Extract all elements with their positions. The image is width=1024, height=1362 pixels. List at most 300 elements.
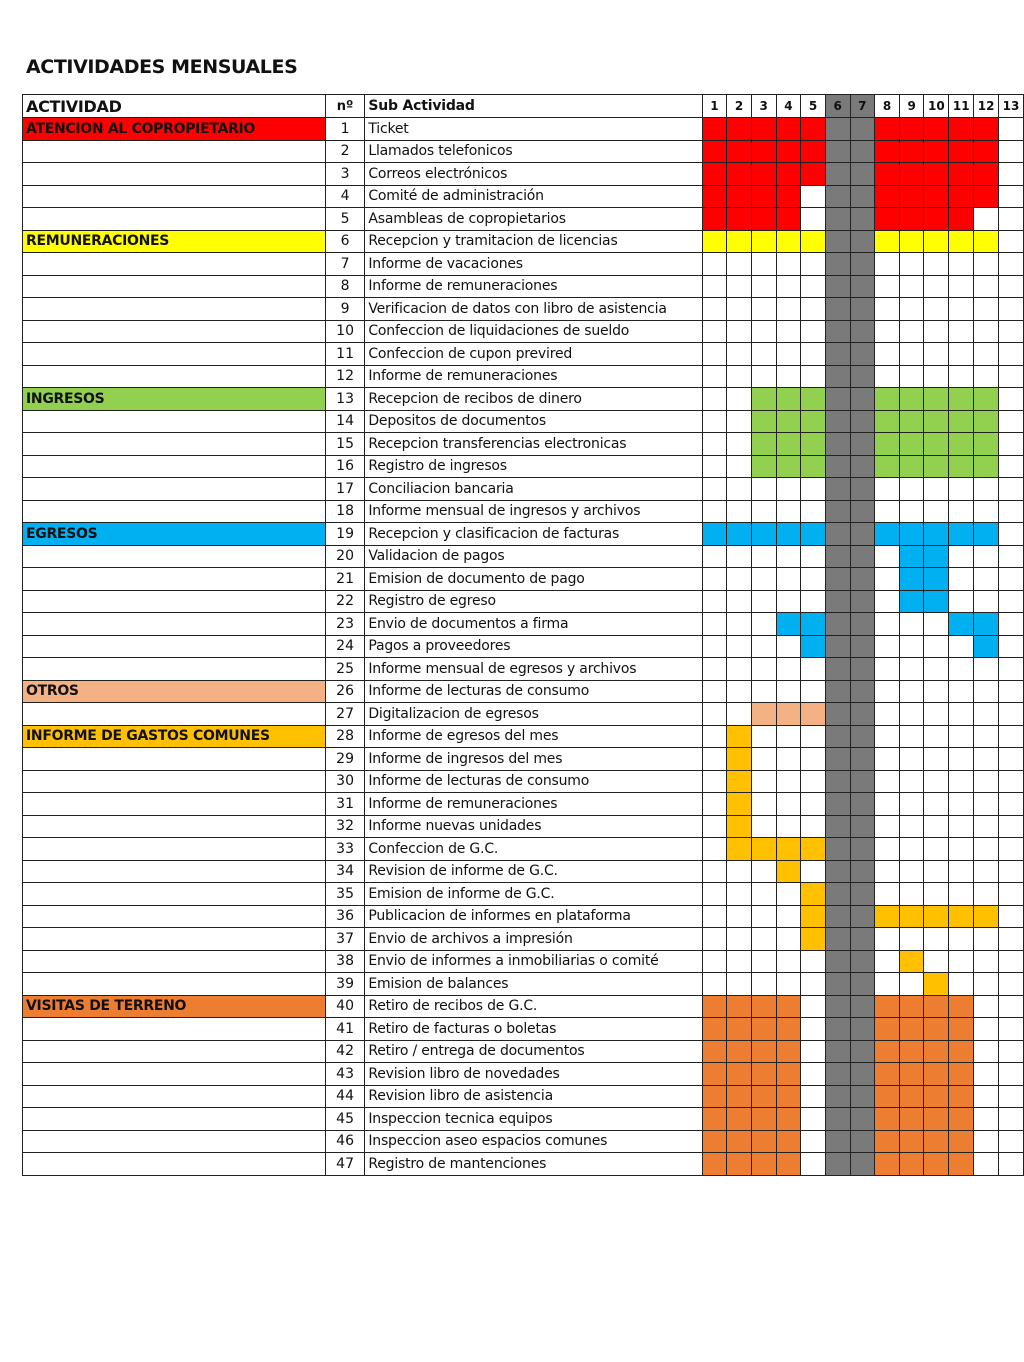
weekend-cell [850, 298, 875, 321]
empty-cell [999, 613, 1024, 636]
empty-cell [974, 1108, 999, 1131]
scheduled-cell [776, 1085, 801, 1108]
empty-cell [899, 748, 924, 771]
sub-activity-label: Emision de balances [365, 973, 702, 996]
scheduled-cell [727, 1108, 752, 1131]
empty-cell [776, 343, 801, 366]
scheduled-cell [924, 208, 949, 231]
empty-cell [999, 365, 1024, 388]
group-cell-empty [23, 500, 326, 523]
group-cell-empty [23, 253, 326, 276]
empty-cell [875, 365, 900, 388]
scheduled-cell [751, 838, 776, 861]
weekend-cell [850, 1018, 875, 1041]
empty-cell [751, 860, 776, 883]
scheduled-cell [751, 163, 776, 186]
empty-cell [702, 635, 727, 658]
scheduled-cell [875, 523, 900, 546]
weekend-cell [825, 905, 850, 928]
empty-cell [999, 838, 1024, 861]
table-row [23, 253, 1024, 276]
weekend-cell [850, 1130, 875, 1153]
empty-cell [974, 1018, 999, 1041]
scheduled-cell [899, 1040, 924, 1063]
empty-cell [751, 770, 776, 793]
scheduled-cell [776, 118, 801, 141]
empty-cell [949, 883, 974, 906]
empty-cell [999, 1018, 1024, 1041]
sub-activity-label: Informe de lecturas de consumo [365, 680, 702, 703]
header-day-7: 7 [850, 95, 875, 118]
sub-activity-label: Pagos a proveedores [365, 635, 702, 658]
sub-activity-label: Confeccion de G.C. [365, 838, 702, 861]
empty-cell [875, 320, 900, 343]
scheduled-cell [751, 703, 776, 726]
scheduled-cell [727, 1153, 752, 1176]
empty-cell [875, 725, 900, 748]
scheduled-cell [875, 388, 900, 411]
empty-cell [899, 973, 924, 996]
empty-cell [776, 973, 801, 996]
empty-cell [999, 1085, 1024, 1108]
empty-cell [801, 950, 826, 973]
scheduled-cell [751, 1130, 776, 1153]
empty-cell [751, 905, 776, 928]
empty-cell [702, 815, 727, 838]
empty-cell [801, 500, 826, 523]
scheduled-cell [924, 905, 949, 928]
scheduled-cell [949, 1063, 974, 1086]
empty-cell [875, 838, 900, 861]
group-cell-empty [23, 838, 326, 861]
row-number: 9 [325, 298, 365, 321]
row-number: 43 [325, 1063, 365, 1086]
weekend-cell [825, 1085, 850, 1108]
scheduled-cell [727, 725, 752, 748]
empty-cell [875, 748, 900, 771]
scheduled-cell [702, 208, 727, 231]
weekend-cell [825, 568, 850, 591]
empty-cell [702, 478, 727, 501]
row-number: 28 [325, 725, 365, 748]
scheduled-cell [801, 613, 826, 636]
empty-cell [875, 815, 900, 838]
empty-cell [899, 500, 924, 523]
scheduled-cell [801, 928, 826, 951]
weekend-cell [850, 523, 875, 546]
scheduled-cell [974, 185, 999, 208]
empty-cell [949, 590, 974, 613]
table-row [23, 770, 1024, 793]
empty-cell [974, 703, 999, 726]
scheduled-cell [727, 1018, 752, 1041]
empty-cell [999, 568, 1024, 591]
group-cell-empty [23, 793, 326, 816]
weekend-cell [825, 185, 850, 208]
empty-cell [999, 298, 1024, 321]
empty-cell [751, 568, 776, 591]
scheduled-cell [702, 230, 727, 253]
group-cell-empty [23, 635, 326, 658]
empty-cell [801, 1085, 826, 1108]
row-number: 18 [325, 500, 365, 523]
empty-cell [801, 320, 826, 343]
empty-cell [801, 185, 826, 208]
weekend-cell [850, 388, 875, 411]
group-cell-empty [23, 1153, 326, 1176]
scheduled-cell [924, 1108, 949, 1131]
empty-cell [999, 320, 1024, 343]
scheduled-cell [727, 140, 752, 163]
empty-cell [899, 928, 924, 951]
empty-cell [776, 770, 801, 793]
group-cell-empty [23, 1063, 326, 1086]
empty-cell [801, 815, 826, 838]
weekend-cell [850, 590, 875, 613]
row-number: 5 [325, 208, 365, 231]
scheduled-cell [875, 1018, 900, 1041]
scheduled-cell [924, 410, 949, 433]
scheduled-cell [949, 1040, 974, 1063]
empty-cell [801, 1063, 826, 1086]
group-label: VISITAS DE TERRENO [23, 995, 326, 1018]
empty-cell [776, 365, 801, 388]
sub-activity-label: Informe de ingresos del mes [365, 748, 702, 771]
scheduled-cell [727, 185, 752, 208]
table-row [23, 748, 1024, 771]
empty-cell [751, 253, 776, 276]
scheduled-cell [899, 1108, 924, 1131]
empty-cell [974, 568, 999, 591]
weekend-cell [825, 928, 850, 951]
scheduled-cell [899, 995, 924, 1018]
empty-cell [999, 928, 1024, 951]
weekend-cell [825, 1153, 850, 1176]
group-cell-empty [23, 365, 326, 388]
empty-cell [727, 703, 752, 726]
group-label: INFORME DE GASTOS COMUNES [23, 725, 326, 748]
table-row [23, 1130, 1024, 1153]
empty-cell [776, 590, 801, 613]
empty-cell [702, 658, 727, 681]
empty-cell [727, 433, 752, 456]
scheduled-cell [924, 1063, 949, 1086]
empty-cell [974, 838, 999, 861]
row-number: 11 [325, 343, 365, 366]
empty-cell [875, 658, 900, 681]
header-sub-actividad: Sub Actividad [365, 95, 702, 118]
empty-cell [702, 748, 727, 771]
scheduled-cell [949, 230, 974, 253]
empty-cell [875, 275, 900, 298]
empty-cell [702, 905, 727, 928]
scheduled-cell [974, 410, 999, 433]
empty-cell [949, 973, 974, 996]
empty-cell [751, 973, 776, 996]
scheduled-cell [924, 973, 949, 996]
empty-cell [999, 793, 1024, 816]
scheduled-cell [899, 388, 924, 411]
empty-cell [702, 253, 727, 276]
empty-cell [801, 253, 826, 276]
scheduled-cell [875, 230, 900, 253]
scheduled-cell [751, 1063, 776, 1086]
empty-cell [899, 613, 924, 636]
weekend-cell [850, 433, 875, 456]
weekend-cell [850, 365, 875, 388]
scheduled-cell [924, 455, 949, 478]
group-cell-empty [23, 770, 326, 793]
empty-cell [949, 545, 974, 568]
empty-cell [999, 523, 1024, 546]
empty-cell [974, 253, 999, 276]
scheduled-cell [875, 410, 900, 433]
weekend-cell [850, 770, 875, 793]
scheduled-cell [949, 523, 974, 546]
empty-cell [974, 928, 999, 951]
empty-cell [875, 253, 900, 276]
empty-cell [924, 703, 949, 726]
scheduled-cell [875, 1085, 900, 1108]
row-number: 17 [325, 478, 365, 501]
weekend-cell [825, 725, 850, 748]
weekend-cell [825, 950, 850, 973]
sub-activity-label: Depositos de documentos [365, 410, 702, 433]
empty-cell [727, 635, 752, 658]
table-row [23, 838, 1024, 861]
row-number: 4 [325, 185, 365, 208]
empty-cell [727, 658, 752, 681]
weekend-cell [850, 635, 875, 658]
group-cell-empty [23, 455, 326, 478]
weekend-cell [850, 725, 875, 748]
activities-table [22, 94, 1024, 1176]
empty-cell [974, 950, 999, 973]
group-cell-empty [23, 1040, 326, 1063]
empty-cell [875, 860, 900, 883]
table-row [23, 1153, 1024, 1176]
weekend-cell [850, 748, 875, 771]
empty-cell [999, 1108, 1024, 1131]
table-row [23, 298, 1024, 321]
row-number: 27 [325, 703, 365, 726]
table-row [23, 433, 1024, 456]
empty-cell [702, 298, 727, 321]
scheduled-cell [924, 163, 949, 186]
empty-cell [999, 185, 1024, 208]
group-cell-empty [23, 1018, 326, 1041]
scheduled-cell [776, 838, 801, 861]
group-label: ATENCION AL COPROPIETARIO [23, 118, 326, 141]
empty-cell [776, 545, 801, 568]
row-number: 15 [325, 433, 365, 456]
weekend-cell [825, 410, 850, 433]
scheduled-cell [776, 388, 801, 411]
empty-cell [974, 1153, 999, 1176]
empty-cell [924, 815, 949, 838]
sub-activity-label: Informe de lecturas de consumo [365, 770, 702, 793]
weekend-cell [825, 748, 850, 771]
scheduled-cell [875, 1153, 900, 1176]
empty-cell [702, 703, 727, 726]
row-number: 20 [325, 545, 365, 568]
empty-cell [801, 208, 826, 231]
empty-cell [949, 658, 974, 681]
empty-cell [924, 478, 949, 501]
weekend-cell [850, 163, 875, 186]
scheduled-cell [702, 1040, 727, 1063]
empty-cell [949, 343, 974, 366]
weekend-cell [850, 793, 875, 816]
empty-cell [702, 568, 727, 591]
empty-cell [801, 590, 826, 613]
weekend-cell [850, 883, 875, 906]
sub-activity-label: Envio de informes a inmobiliarias o comité [365, 950, 702, 973]
scheduled-cell [751, 995, 776, 1018]
empty-cell [999, 118, 1024, 141]
empty-cell [924, 680, 949, 703]
sub-activity-label: Correos electrónicos [365, 163, 702, 186]
empty-cell [949, 275, 974, 298]
empty-cell [999, 590, 1024, 613]
scheduled-cell [776, 185, 801, 208]
empty-cell [727, 568, 752, 591]
weekend-cell [825, 365, 850, 388]
table-row [23, 478, 1024, 501]
empty-cell [999, 995, 1024, 1018]
empty-cell [751, 658, 776, 681]
empty-cell [776, 635, 801, 658]
empty-cell [949, 478, 974, 501]
scheduled-cell [727, 1040, 752, 1063]
weekend-cell [850, 838, 875, 861]
scheduled-cell [875, 140, 900, 163]
group-cell-empty [23, 1085, 326, 1108]
empty-cell [949, 748, 974, 771]
empty-cell [924, 883, 949, 906]
header-day-3: 3 [751, 95, 776, 118]
weekend-cell [825, 320, 850, 343]
row-number: 33 [325, 838, 365, 861]
empty-cell [949, 703, 974, 726]
scheduled-cell [949, 455, 974, 478]
scheduled-cell [924, 230, 949, 253]
weekend-cell [825, 545, 850, 568]
empty-cell [924, 253, 949, 276]
row-number: 38 [325, 950, 365, 973]
empty-cell [949, 838, 974, 861]
table-row [23, 1040, 1024, 1063]
scheduled-cell [899, 950, 924, 973]
empty-cell [801, 478, 826, 501]
empty-cell [801, 748, 826, 771]
scheduled-cell [801, 905, 826, 928]
empty-cell [924, 365, 949, 388]
empty-cell [875, 928, 900, 951]
scheduled-cell [751, 230, 776, 253]
empty-cell [974, 365, 999, 388]
group-cell-empty [23, 860, 326, 883]
weekend-cell [825, 523, 850, 546]
empty-cell [702, 410, 727, 433]
empty-cell [751, 928, 776, 951]
sub-activity-label: Recepcion transferencias electronicas [365, 433, 702, 456]
empty-cell [974, 883, 999, 906]
scheduled-cell [949, 410, 974, 433]
empty-cell [875, 545, 900, 568]
empty-cell [974, 973, 999, 996]
sub-activity-label: Asambleas de copropietarios [365, 208, 702, 231]
empty-cell [974, 298, 999, 321]
scheduled-cell [949, 613, 974, 636]
scheduled-cell [801, 118, 826, 141]
scheduled-cell [801, 388, 826, 411]
empty-cell [801, 343, 826, 366]
empty-cell [751, 545, 776, 568]
scheduled-cell [924, 1153, 949, 1176]
empty-cell [702, 545, 727, 568]
scheduled-cell [801, 140, 826, 163]
scheduled-cell [702, 163, 727, 186]
empty-cell [801, 1130, 826, 1153]
empty-cell [974, 208, 999, 231]
weekend-cell [825, 590, 850, 613]
scheduled-cell [875, 118, 900, 141]
empty-cell [924, 343, 949, 366]
empty-cell [702, 590, 727, 613]
scheduled-cell [776, 1063, 801, 1086]
empty-cell [702, 343, 727, 366]
empty-cell [751, 815, 776, 838]
empty-cell [899, 770, 924, 793]
scheduled-cell [974, 163, 999, 186]
empty-cell [999, 1130, 1024, 1153]
weekend-cell [825, 883, 850, 906]
scheduled-cell [776, 163, 801, 186]
scheduled-cell [776, 613, 801, 636]
scheduled-cell [727, 1063, 752, 1086]
scheduled-cell [776, 208, 801, 231]
sub-activity-label: Informe de egresos del mes [365, 725, 702, 748]
empty-cell [875, 500, 900, 523]
empty-cell [801, 995, 826, 1018]
scheduled-cell [751, 523, 776, 546]
group-cell-empty [23, 298, 326, 321]
weekend-cell [825, 118, 850, 141]
table-row [23, 343, 1024, 366]
empty-cell [899, 860, 924, 883]
header-numero: nº [325, 95, 365, 118]
table-header-row [23, 95, 1024, 118]
empty-cell [776, 815, 801, 838]
empty-cell [974, 725, 999, 748]
header-actividad: ACTIVIDAD [23, 95, 326, 118]
scheduled-cell [776, 230, 801, 253]
weekend-cell [850, 275, 875, 298]
sub-activity-label: Inspeccion aseo espacios comunes [365, 1130, 702, 1153]
empty-cell [949, 500, 974, 523]
sub-activity-label: Comité de administración [365, 185, 702, 208]
scheduled-cell [776, 860, 801, 883]
sub-activity-label: Informe mensual de egresos y archivos [365, 658, 702, 681]
empty-cell [702, 950, 727, 973]
scheduled-cell [875, 1130, 900, 1153]
scheduled-cell [801, 523, 826, 546]
empty-cell [974, 793, 999, 816]
scheduled-cell [949, 388, 974, 411]
scheduled-cell [924, 995, 949, 1018]
empty-cell [999, 1040, 1024, 1063]
